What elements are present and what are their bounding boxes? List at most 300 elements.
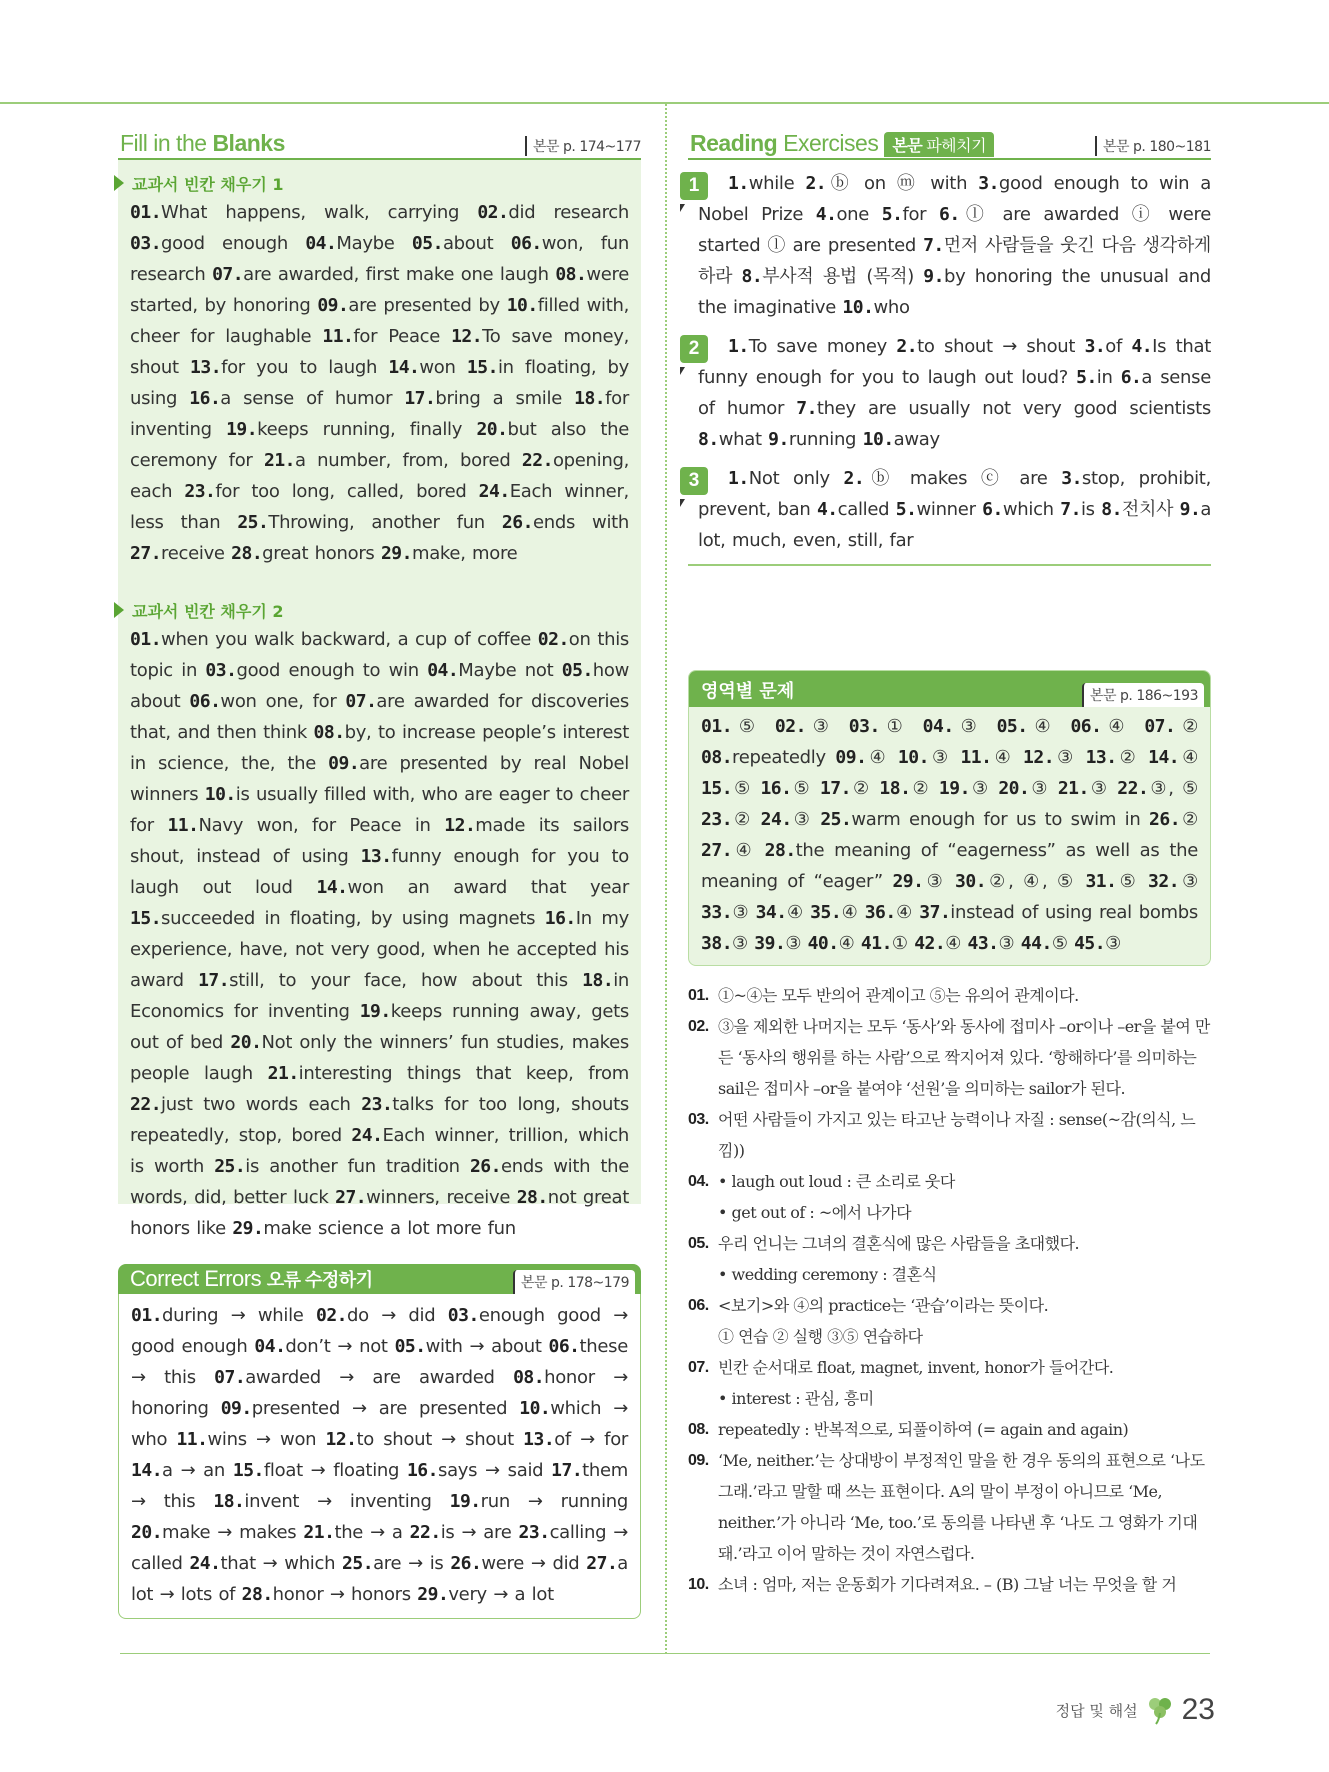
item-answer: To save money, shout xyxy=(130,326,630,378)
group-number-badge: 2 xyxy=(680,335,708,363)
item-number: 37 . xyxy=(919,902,950,923)
item-number: 13 . xyxy=(1086,747,1117,768)
item-answer: good enough xyxy=(161,233,288,254)
item-number: 27 . xyxy=(335,1187,366,1208)
fill-blanks-header xyxy=(118,128,641,160)
item-answer: for xyxy=(902,204,927,225)
item-answer: ② xyxy=(910,778,931,799)
item-number: 5 . xyxy=(882,204,903,225)
item-answer: ④ xyxy=(991,747,1014,768)
item-answer: Maybe not xyxy=(458,660,554,681)
reading-exercises-end-rule xyxy=(688,564,1211,566)
item-number: 24 . xyxy=(479,481,510,502)
item-answer: ② xyxy=(1175,716,1199,737)
item-number: 21 . xyxy=(264,450,295,471)
item-number: 21 . xyxy=(1058,778,1089,799)
item-answer: ④ xyxy=(841,902,858,923)
item-answer: don’t → not xyxy=(285,1336,388,1357)
item-number: 16 . xyxy=(545,908,576,929)
item-number: 1 . xyxy=(728,173,749,194)
reading-exercise-answers xyxy=(698,463,1211,556)
item-number: 13 . xyxy=(523,1429,554,1450)
item-answer: ⑤ xyxy=(732,778,752,799)
item-answer: Is that funny enough for you to laugh out loud? xyxy=(698,336,1211,388)
right-column xyxy=(688,128,1211,1600)
item-number: 06 . xyxy=(548,1336,579,1357)
page-footer xyxy=(1056,1693,1215,1727)
item-answer: ⑤ xyxy=(791,778,812,799)
fill-blanks-subtitle-2: 교과서 빈칸 채우기 2 xyxy=(118,599,629,622)
item-number: 43 . xyxy=(967,933,998,954)
item-number: 38 . xyxy=(701,933,732,954)
item-answer: with → about xyxy=(425,1336,542,1357)
explanation-number xyxy=(688,1383,718,1414)
item-answer: by honoring the unusual and the imaginative xyxy=(698,266,1212,318)
item-number: 23 . xyxy=(361,1094,392,1115)
reading-exercise-group xyxy=(688,331,1211,455)
item-number: 17 . xyxy=(404,388,435,409)
explanation-text: repeatedly : 반복적으로, 되풀이하여 (= again and again) xyxy=(718,1420,1129,1439)
item-answer: talks for too long, shouts repeatedly, stop, bored xyxy=(130,1094,629,1146)
item-answer: still, to your face, how about this xyxy=(229,970,568,991)
item-number: 10 . xyxy=(205,784,236,805)
explanation-text: 우리 언니는 그녀의 결혼식에 많은 사람들을 초대했다. xyxy=(718,1234,1080,1253)
item-answer: is → are xyxy=(440,1522,512,1543)
item-answer: a sense of humor xyxy=(220,388,393,409)
item-number: 24 . xyxy=(761,809,792,830)
item-number: 19 . xyxy=(939,778,970,799)
item-answer: keeps running away, gets out of bed xyxy=(130,1001,629,1053)
explanation-item xyxy=(688,1414,1211,1445)
item-answer: ③, ⑤ xyxy=(1148,778,1198,799)
explanation-text: • get out of : ~에서 나가다 xyxy=(718,1203,912,1222)
explanation-number: 03. xyxy=(688,1111,709,1128)
item-number: 15 . xyxy=(233,1460,264,1481)
item-answer: the meaning of “eagerness” as well as the meaning of “eager” xyxy=(701,840,1198,892)
item-number: 27 . xyxy=(586,1553,617,1574)
item-number: 39 . xyxy=(754,933,785,954)
item-answer: is usually filled with, who are eager to cheer for xyxy=(130,784,629,836)
item-answer: ② xyxy=(1116,747,1139,768)
item-number: 17 . xyxy=(198,970,229,991)
item-number: 03 . xyxy=(849,716,880,737)
item-answer: which → who xyxy=(131,1398,628,1450)
item-answer: one xyxy=(836,204,870,225)
item-number: 15 . xyxy=(701,778,732,799)
item-answer: ends with the words, did, better luck xyxy=(130,1156,630,1208)
bottom-rule xyxy=(120,1653,1210,1654)
item-answer: Maybe xyxy=(336,233,395,254)
explanation-number: 09. xyxy=(688,1452,709,1469)
item-answer: ③ xyxy=(969,778,990,799)
area-problems-title: 영역별 문제 xyxy=(701,681,795,702)
item-number: 35 . xyxy=(810,902,841,923)
correct-errors-header xyxy=(118,1264,641,1294)
item-answer: did research xyxy=(508,202,630,223)
item-answer: bring a smile xyxy=(435,388,562,409)
explanation-number: 06. xyxy=(688,1297,709,1314)
explanation-text: • laugh out loud : 큰 소리로 웃다 xyxy=(718,1172,955,1191)
item-answer: ④ xyxy=(838,933,855,954)
explanation-number xyxy=(688,1197,718,1228)
item-number: 03 . xyxy=(448,1305,479,1326)
item-number: 10 . xyxy=(898,747,929,768)
explanation-number: 07. xyxy=(688,1359,709,1376)
item-number: 14 . xyxy=(131,1460,162,1481)
item-number: 17 . xyxy=(820,778,851,799)
item-number: 11 . xyxy=(167,815,198,836)
item-number: 26 . xyxy=(470,1156,501,1177)
item-answer: ⑤ xyxy=(732,716,762,737)
item-number: 12 . xyxy=(444,815,475,836)
item-number: 10 . xyxy=(842,297,873,318)
item-number: 2 . xyxy=(843,468,864,489)
item-answer: 전치사 xyxy=(1121,499,1174,520)
item-answer: ② xyxy=(732,809,753,830)
item-number: 28 . xyxy=(242,1584,273,1605)
item-answer: for inventing xyxy=(130,388,629,440)
item-number: 02 . xyxy=(775,716,806,737)
item-answer: ③ xyxy=(953,716,984,737)
item-answer: In my experience, have, not very good, when he accepted his award xyxy=(130,908,630,991)
item-answer: good enough to win xyxy=(236,660,419,681)
item-number: 8 . xyxy=(698,429,719,450)
explanation-item xyxy=(688,1352,1211,1383)
fill-blanks-part1 xyxy=(130,197,629,569)
item-number: 13 . xyxy=(190,357,221,378)
item-number: 5 . xyxy=(896,499,917,520)
item-answer: repeatedly xyxy=(732,747,826,768)
explanation-text: 어떤 사람들이 가지고 있는 타고난 능력이나 자질 : sense(~감(의식, 느낌)) xyxy=(718,1110,1196,1160)
item-answer: warm enough for us to swim in xyxy=(851,809,1141,830)
item-number: 31 . xyxy=(1085,871,1116,892)
item-number: 12 . xyxy=(325,1429,356,1450)
item-number: 41 . xyxy=(861,933,892,954)
item-answer: them → this xyxy=(131,1460,629,1512)
item-answer: ③ xyxy=(805,716,836,737)
item-answer: stop, prohibit, prevent, ban xyxy=(698,468,1211,520)
item-number: 20 . xyxy=(998,778,1029,799)
explanation-text: <보기>와 ④의 practice는 ‘관습’이라는 뜻이다. xyxy=(718,1296,1049,1315)
item-answer: enough good → good enough xyxy=(131,1305,629,1357)
item-answer: that → which xyxy=(220,1553,336,1574)
item-answer: Throwing, another fun xyxy=(268,512,485,533)
item-number: 05 . xyxy=(562,660,593,681)
item-number: 05 . xyxy=(412,233,443,254)
reading-exercises-page-ref: 본문 p. 180~181 xyxy=(1095,136,1211,156)
item-answer: ① xyxy=(891,933,908,954)
item-number: 9 . xyxy=(1180,499,1201,520)
reading-exercise-group xyxy=(688,463,1211,556)
explanation-text: 빈칸 순서대로 float, magnet, invent, honor가 들어간다. xyxy=(718,1358,1114,1377)
item-number: 13 . xyxy=(361,846,392,867)
reading-exercise-answers xyxy=(698,168,1211,323)
item-answer: for you to laugh xyxy=(221,357,378,378)
item-number: 3 . xyxy=(1061,468,1082,489)
item-number: 07 . xyxy=(212,264,243,285)
item-number: 06 . xyxy=(511,233,542,254)
item-number: 22 . xyxy=(1117,778,1148,799)
item-answer: are awarded, first make one laugh xyxy=(243,264,549,285)
reading-exercises-groups xyxy=(688,168,1211,556)
item-answer: ③ xyxy=(732,933,748,954)
item-number: 23 . xyxy=(184,481,215,502)
item-number: 04 . xyxy=(254,1336,285,1357)
item-number: 11 . xyxy=(960,747,991,768)
item-answer: ③ xyxy=(928,747,951,768)
item-answer: how about xyxy=(130,660,630,712)
fill-blanks-part2 xyxy=(130,624,629,1244)
item-answer: are → is xyxy=(373,1553,444,1574)
reading-exercise-answers xyxy=(698,331,1211,455)
item-answer: were → did xyxy=(481,1553,580,1574)
item-number: 26 . xyxy=(502,512,533,533)
item-number: 20 . xyxy=(476,419,507,440)
item-number: 19 . xyxy=(450,1491,481,1512)
item-answer: won xyxy=(419,357,456,378)
item-answer: ④ xyxy=(1027,716,1058,737)
item-answer: when you walk backward, a cup of coffee xyxy=(161,629,532,650)
item-number: 02 . xyxy=(538,629,569,650)
item-number: 16 . xyxy=(760,778,791,799)
item-answer: running xyxy=(788,429,857,450)
item-answer: who xyxy=(873,297,910,318)
item-answer: ③ xyxy=(998,933,1015,954)
item-answer: on this topic in xyxy=(130,629,629,681)
item-answer: funny enough for you to laugh out loud xyxy=(130,846,629,898)
item-answer: they are usually not very good scientists xyxy=(816,398,1211,419)
explanation-item xyxy=(688,980,1211,1011)
item-answer: do → did xyxy=(347,1305,436,1326)
item-number: 14 . xyxy=(388,357,419,378)
item-answer: for Peace xyxy=(353,326,441,347)
item-number: 7 . xyxy=(923,235,944,256)
item-number: 21 . xyxy=(303,1522,334,1543)
item-answer: a lot → lots of xyxy=(131,1553,629,1605)
item-answer: Each winner, less than xyxy=(130,481,629,533)
item-number: 08 . xyxy=(701,747,732,768)
clover-icon xyxy=(1146,1695,1174,1725)
item-answer: ⑤ xyxy=(1051,933,1068,954)
fill-blanks-subtitle-1: 교과서 빈칸 채우기 1 xyxy=(118,172,629,195)
item-number: 24 . xyxy=(351,1125,382,1146)
item-answer: ③ xyxy=(1179,871,1199,892)
item-number: 22 . xyxy=(410,1522,441,1543)
item-answer: ②, ④, ⑤ xyxy=(986,871,1076,892)
correct-errors-list xyxy=(131,1300,628,1610)
item-answer: which xyxy=(1002,499,1054,520)
explanation-text: ③을 제외한 나머지는 모두 ‘동사’와 동사에 접미사 –or이나 –er을 붙여 만든 ‘동사의 행위를 하는 사람’으로 짝지어져 있다. ‘항해하다’를 의미하는 sail은 접미사 –or을 붙여야 ‘선원’을 의미하는 sailor가 된다. xyxy=(718,1017,1210,1098)
item-number: 4 . xyxy=(817,499,838,520)
item-number: 04 . xyxy=(923,716,954,737)
area-problems-box xyxy=(688,670,1211,966)
item-number: 28 . xyxy=(231,543,262,564)
item-answer: of xyxy=(1105,336,1123,357)
explanation-number: 05. xyxy=(688,1235,709,1252)
item-answer: ③ xyxy=(732,902,749,923)
item-answer: a → an xyxy=(162,1460,226,1481)
item-answer: succeeded in floating, by using magnets xyxy=(161,908,536,929)
explanation-text: ①~④는 모두 반의어 관계이고 ⑤는 유의어 관계이다. xyxy=(718,986,1079,1005)
item-number: 01 . xyxy=(701,716,732,737)
item-answer: made its sailors shout, instead of using xyxy=(130,815,629,867)
item-answer: ④ xyxy=(786,902,804,923)
item-number: 24 . xyxy=(189,1553,220,1574)
item-answer: ⓑ on ⓜ with xyxy=(826,173,968,194)
item-answer: not great honors like xyxy=(130,1187,630,1239)
item-number: 32 . xyxy=(1148,871,1179,892)
item-number: 08 . xyxy=(513,1367,544,1388)
item-number: 03 . xyxy=(205,660,236,681)
item-number: 25 . xyxy=(342,1553,373,1574)
item-number: 17 . xyxy=(551,1460,582,1481)
item-number: 10 . xyxy=(519,1398,550,1419)
item-answer: filled with, cheer for laughable xyxy=(130,295,630,347)
item-number: 01 . xyxy=(131,1305,162,1326)
item-number: 11 . xyxy=(322,326,353,347)
item-number: 08 . xyxy=(314,722,345,743)
item-answer: is another fun tradition xyxy=(245,1156,460,1177)
page-number: 23 xyxy=(1181,1693,1215,1726)
item-answer: keeps running, finally xyxy=(257,419,463,440)
item-answer: honor → honoring xyxy=(131,1367,628,1419)
item-number: 08 . xyxy=(555,264,586,285)
item-answer: what xyxy=(718,429,762,450)
item-answer: wins → won xyxy=(207,1429,317,1450)
item-answer: Navy won, for Peace in xyxy=(198,815,431,836)
item-answer: Not only xyxy=(748,468,830,489)
item-number: 6 . xyxy=(982,499,1003,520)
item-number: 23 . xyxy=(519,1522,550,1543)
item-answer: but also the ceremony for xyxy=(130,419,629,471)
item-answer: won one, for xyxy=(220,691,337,712)
item-number: 40 . xyxy=(808,933,839,954)
item-answer: winner xyxy=(916,499,976,520)
explanation-item xyxy=(688,1011,1211,1104)
item-answer: ③ xyxy=(791,809,812,830)
explanation-number: 08. xyxy=(688,1421,709,1438)
item-answer: for too long, called, bored xyxy=(215,481,467,502)
item-answer: ② xyxy=(850,778,871,799)
item-number: 27 . xyxy=(130,543,161,564)
item-answer: Not only the winners’ fun studies, makes people laugh xyxy=(130,1032,630,1084)
item-answer: invent → inventing xyxy=(244,1491,432,1512)
explanation-text: ‘Me, neither.’는 상대방이 부정적인 말을 한 경우 동의의 표현으로 ‘나도 그래.’라고 말할 때 쓰는 표현이다. A의 말이 부정이 아니므로 ‘Me, neither.’가 아니라 ‘Me, too.’로 동의를 나타낸 후 ‘나도 그 영화가 기대돼.’라고 이어 말하는 것이 자연스럽다. xyxy=(718,1451,1205,1563)
item-answer: awarded → are awarded xyxy=(245,1367,495,1388)
item-number: 25 . xyxy=(237,512,268,533)
item-answer: presented → are presented xyxy=(251,1398,508,1419)
item-answer: great honors xyxy=(262,543,375,564)
item-number: 07 . xyxy=(345,691,376,712)
item-number: 6 . xyxy=(939,204,960,225)
item-number: 12 . xyxy=(1023,747,1054,768)
item-answer: honor → honors xyxy=(272,1584,411,1605)
item-number: 09 . xyxy=(221,1398,252,1419)
item-answer: ① xyxy=(879,716,910,737)
item-number: 09 . xyxy=(317,295,348,316)
item-answer: ⓛ are awarded ⓘ were started ⓛ are presented xyxy=(698,204,1212,256)
item-answer: during → while xyxy=(162,1305,304,1326)
explanation-item xyxy=(688,1228,1211,1259)
area-problems-page-ref: 본문 p. 186~193 xyxy=(1082,683,1204,707)
item-answer: make, more xyxy=(411,543,518,564)
correct-errors-section xyxy=(118,1264,641,1619)
item-number: 25 . xyxy=(820,809,851,830)
item-answer: called xyxy=(837,499,890,520)
item-number: 07 . xyxy=(1144,716,1175,737)
item-answer: ④ xyxy=(895,902,913,923)
item-number: 02 . xyxy=(477,202,508,223)
item-answer: ④ xyxy=(1179,747,1199,768)
item-number: 18 . xyxy=(582,970,613,991)
item-number: 36 . xyxy=(865,902,896,923)
item-answer: instead of using real bombs xyxy=(950,902,1198,923)
item-answer: ⑤ xyxy=(1116,871,1139,892)
item-number: 28 . xyxy=(765,840,796,861)
area-problems-body xyxy=(689,707,1210,965)
item-number: 03 . xyxy=(130,233,161,254)
item-number: 25 . xyxy=(214,1156,245,1177)
correct-errors-box xyxy=(118,1294,641,1619)
item-number: 14 . xyxy=(1148,747,1179,768)
item-number: 29 . xyxy=(417,1584,448,1605)
item-number: 07 . xyxy=(214,1367,245,1388)
item-number: 2 . xyxy=(805,173,826,194)
item-answer: calling → called xyxy=(131,1522,629,1574)
item-number: 15 . xyxy=(467,357,498,378)
item-number: 22 . xyxy=(522,450,553,471)
fill-blanks-page-ref: 본문 p. 174~177 xyxy=(525,136,641,156)
item-number: 29 . xyxy=(232,1218,263,1239)
item-number: 45 . xyxy=(1074,933,1105,954)
explanation-item xyxy=(688,1290,1211,1321)
item-answer: ends with xyxy=(532,512,630,533)
item-answer: away xyxy=(893,429,940,450)
item-answer: were started, by honoring xyxy=(130,264,630,316)
item-answer: float → floating xyxy=(263,1460,400,1481)
item-answer: to shout → shout xyxy=(356,1429,514,1450)
explanation-number: 01. xyxy=(688,987,709,1004)
item-number: 4 . xyxy=(1131,336,1152,357)
item-answer: a number, from, bored xyxy=(295,450,511,471)
item-answer: is xyxy=(1080,499,1095,520)
item-number: 26 . xyxy=(1149,809,1180,830)
fill-blanks-title: Fill in the Blanks xyxy=(120,130,285,156)
item-number: 7 . xyxy=(1060,499,1081,520)
correct-errors-page-ref: 본문 p. 178~179 xyxy=(513,1270,635,1294)
item-answer: good enough to win a Nobel Prize xyxy=(698,173,1212,225)
item-answer: of → for xyxy=(554,1429,629,1450)
item-number: 26 . xyxy=(450,1553,481,1574)
explanation-number xyxy=(688,1259,718,1290)
item-number: 14 . xyxy=(316,877,347,898)
item-number: 9 . xyxy=(923,266,944,287)
item-number: 20 . xyxy=(230,1032,261,1053)
item-answer: very → a lot xyxy=(448,1584,554,1605)
item-number: 1 . xyxy=(728,468,749,489)
item-answer: interesting things that keep, from xyxy=(298,1063,629,1084)
item-number: 02 . xyxy=(316,1305,347,1326)
item-number: 28 . xyxy=(517,1187,548,1208)
left-column xyxy=(118,128,641,1239)
item-answer: ③ xyxy=(1029,778,1050,799)
item-answer: Each winner, trillion, which is worth xyxy=(130,1125,630,1177)
explanations xyxy=(688,980,1211,1600)
item-number: 16 . xyxy=(407,1460,438,1481)
item-answer: ④ xyxy=(1101,716,1132,737)
area-problems-list xyxy=(701,711,1198,959)
item-number: 9 . xyxy=(768,429,789,450)
